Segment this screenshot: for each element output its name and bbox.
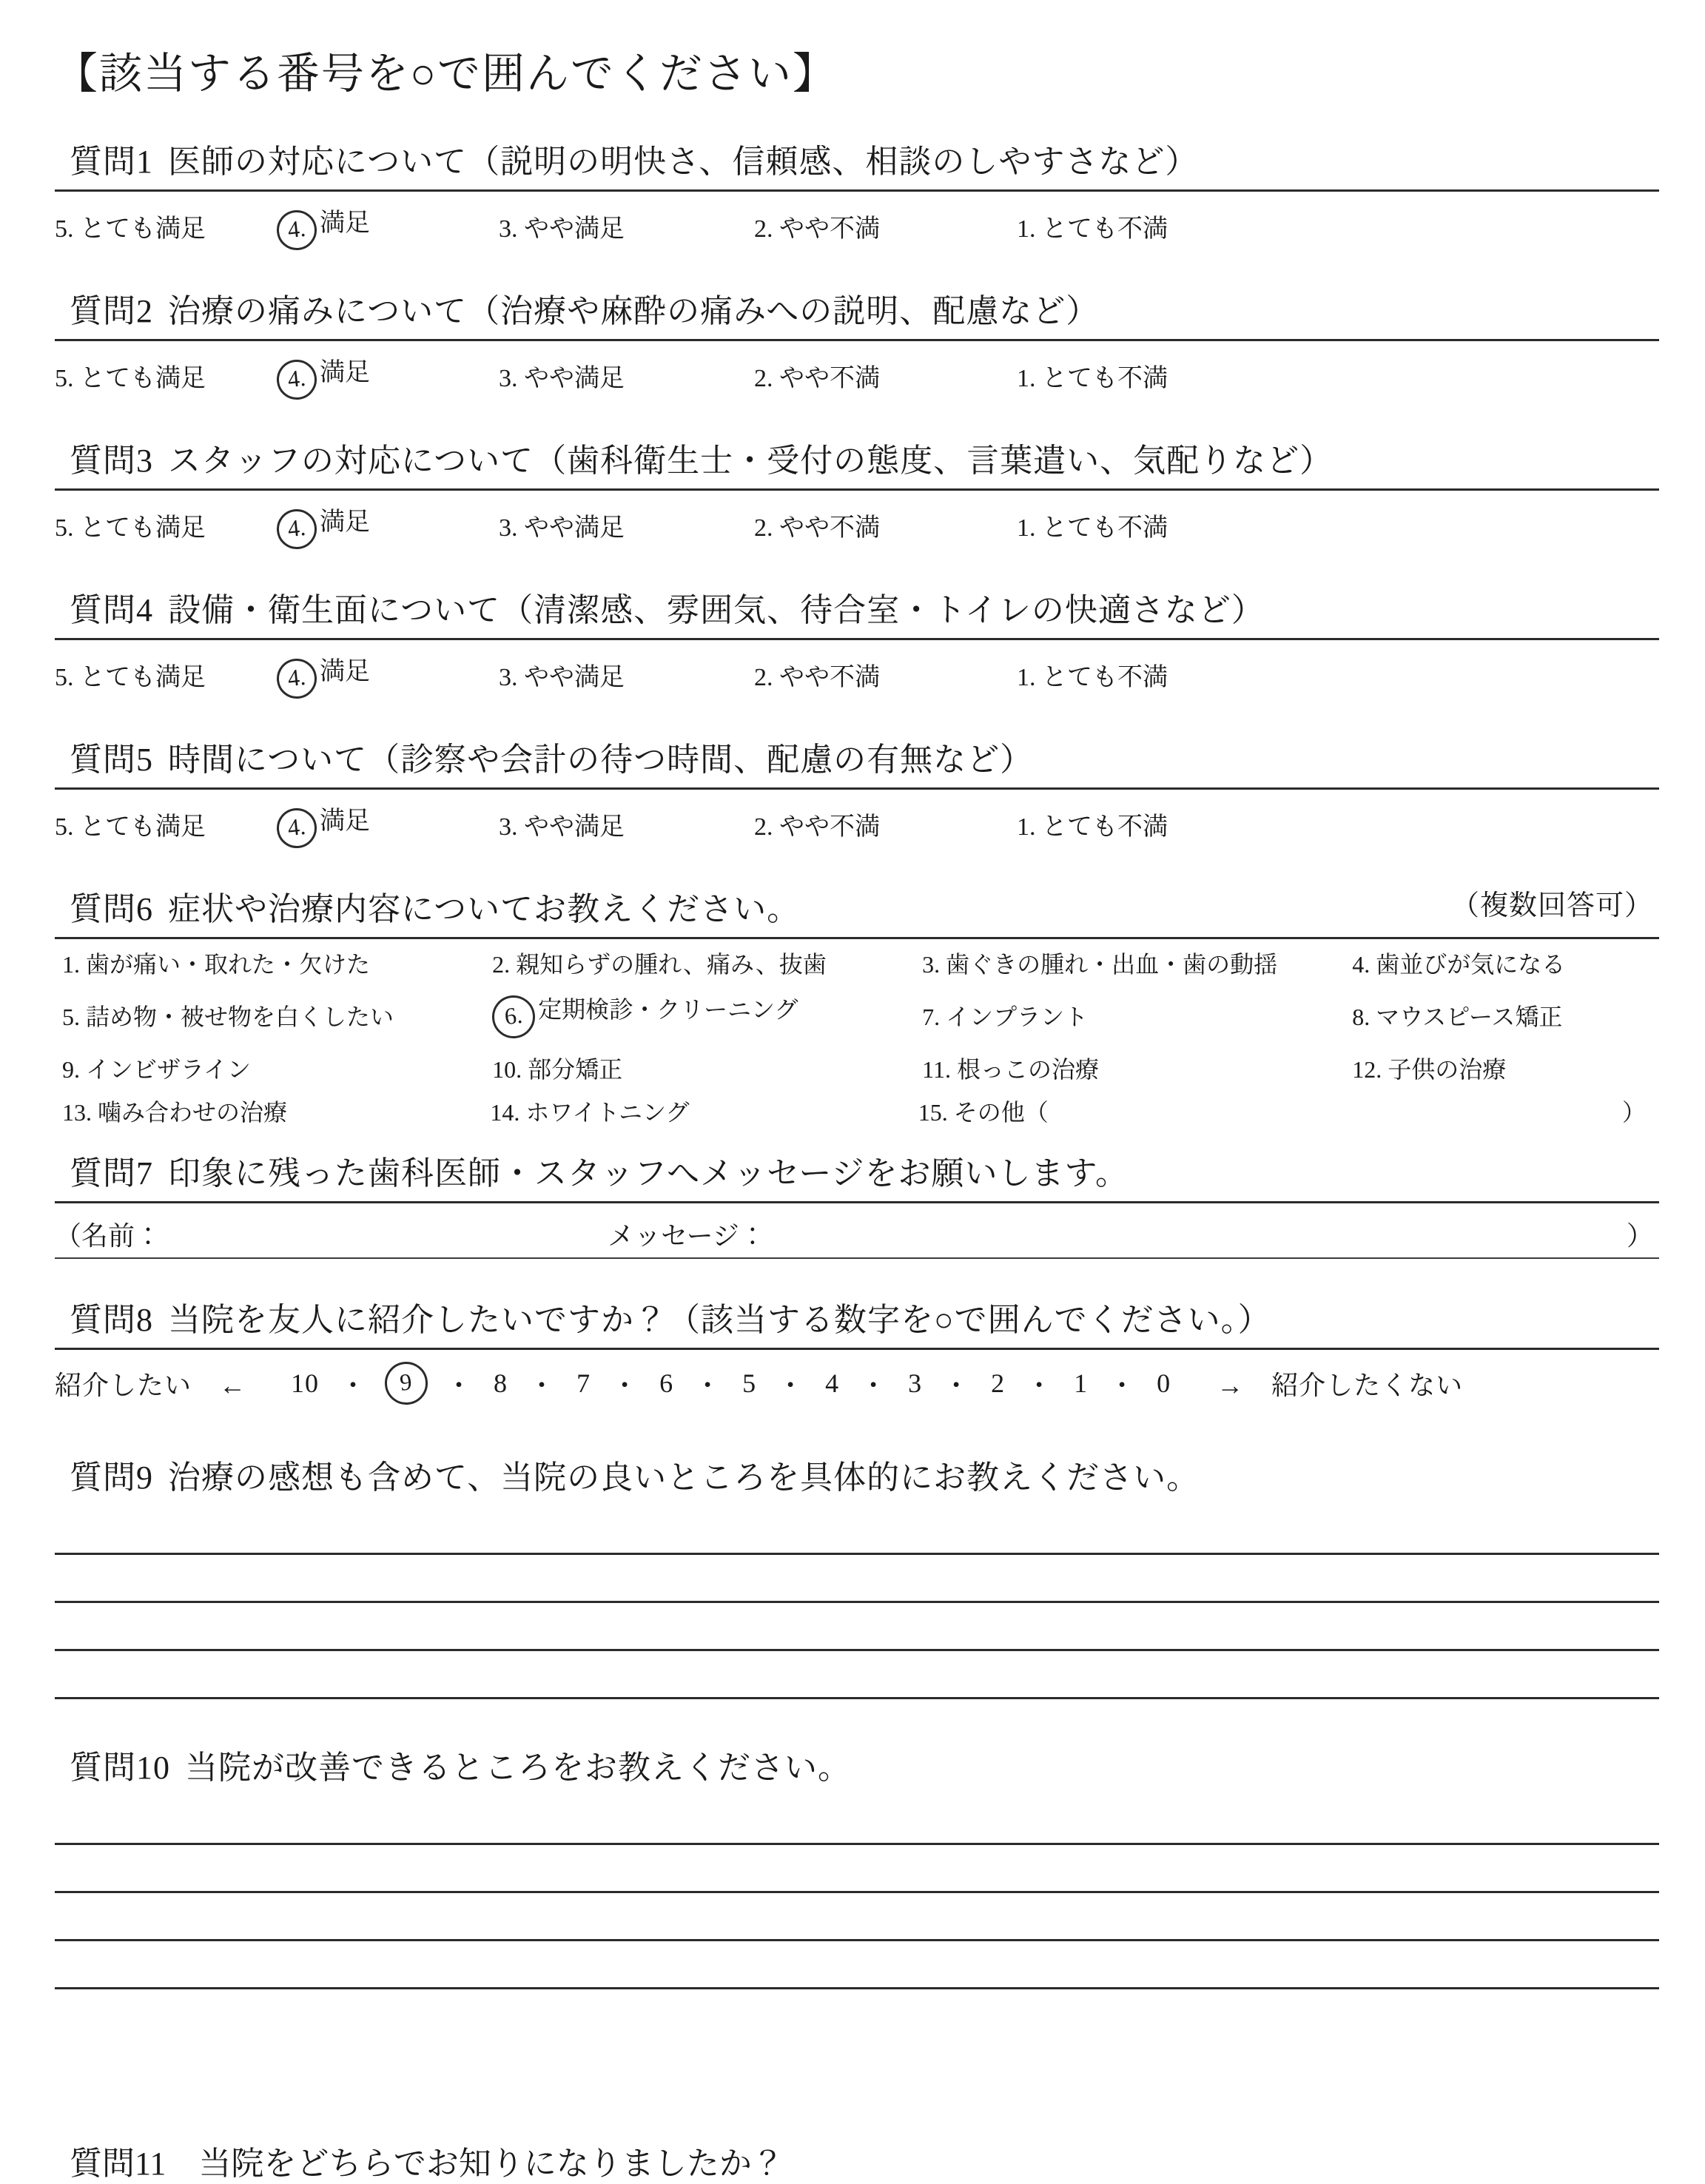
question-10-number: 質問10 xyxy=(70,1750,170,1786)
q6-option-13[interactable]: 13. 噛み合わせの治療 xyxy=(62,1099,288,1126)
q8-left-label: 紹介したい ← xyxy=(55,1370,247,1400)
q8-value-0[interactable]: 0 xyxy=(1157,1368,1171,1398)
q8-value-7[interactable]: 7 xyxy=(576,1368,591,1398)
question-6-note: （複数回答可） xyxy=(1450,890,1653,921)
question-7-number: 質問7 xyxy=(70,1155,153,1192)
question-9-answer-area[interactable] xyxy=(55,1523,1659,1699)
questions-container xyxy=(0,135,1705,1989)
q2-option-2[interactable]: 2. やや不満 xyxy=(754,365,880,392)
q8-sep-1: ・ xyxy=(340,1370,368,1400)
question-block-3 xyxy=(55,434,1653,549)
question-6-text: 症状や治療内容についてお教えください。 xyxy=(168,891,801,927)
question-1-text: 医師の対応について（説明の明快さ、信頼感、相談のしやすさなど） xyxy=(168,144,1199,180)
q3-option-4-label: 満足 xyxy=(320,508,370,536)
q6-row-3 xyxy=(62,1058,1653,1081)
question-8-nps-scale xyxy=(55,1362,1653,1405)
question-6-heading xyxy=(70,882,1653,930)
question-3-scale xyxy=(55,501,1653,549)
question-10-answer-area[interactable] xyxy=(55,1813,1659,1989)
q6-option-6-label: 定期検診・クリーニング xyxy=(538,996,798,1023)
q8-value-1[interactable]: 1 xyxy=(1074,1368,1089,1398)
question-2-text: 治療の痛みについて（治療や麻酔の痛みへの説明、配慮など） xyxy=(168,293,1100,329)
q8-sep-2: ・ xyxy=(445,1370,474,1400)
q6-option-10[interactable]: 10. 部分矯正 xyxy=(492,1056,623,1083)
q9-answer-line-4[interactable] xyxy=(55,1651,1659,1699)
q6-row-4 xyxy=(62,1101,1653,1124)
question-2-number: 質問2 xyxy=(70,293,153,329)
q4-option-3[interactable]: 3. やや満足 xyxy=(499,664,625,691)
q8-sep-4: ・ xyxy=(611,1370,639,1400)
q10-answer-line-1[interactable] xyxy=(55,1813,1659,1845)
question-7-answer-row[interactable] xyxy=(55,1215,1653,1253)
question-9-number: 質問9 xyxy=(70,1459,153,1496)
q5-option-3[interactable]: 3. やや満足 xyxy=(499,813,625,841)
question-4-underline xyxy=(55,638,1659,640)
question-1-heading xyxy=(70,135,1653,182)
question-block-2 xyxy=(55,284,1653,400)
q5-option-4-label: 満足 xyxy=(320,807,370,835)
question-4-number: 質問4 xyxy=(70,592,153,628)
q8-sep-6: ・ xyxy=(777,1370,805,1400)
question-6-options xyxy=(62,952,1653,1124)
q4-option-5[interactable]: 5. とても満足 xyxy=(55,664,206,691)
q3-selected-circle: 4. xyxy=(275,507,318,551)
question-8-number: 質問8 xyxy=(70,1302,153,1338)
q8-value-6[interactable]: 6 xyxy=(659,1368,674,1398)
question-5-text: 時間について（診察や会計の待つ時間、配慮の有無など） xyxy=(168,742,1034,778)
question-8-heading xyxy=(70,1293,1653,1340)
q4-selected-circle: 4. xyxy=(275,656,318,700)
q8-right-label: → 紹介したくない xyxy=(1217,1370,1464,1400)
question-block-5 xyxy=(55,733,1653,848)
q2-option-3[interactable]: 3. やや満足 xyxy=(499,365,625,392)
question-7-underline xyxy=(55,1201,1659,1203)
q5-option-4[interactable] xyxy=(277,800,499,848)
q3-option-5[interactable]: 5. とても満足 xyxy=(55,514,206,542)
q7-name-label: （名前： xyxy=(55,1221,162,1251)
q5-selected-circle: 4. xyxy=(275,806,318,850)
q6-option-14[interactable]: 14. ホワイトニング xyxy=(490,1099,690,1126)
q2-option-4[interactable] xyxy=(277,352,499,400)
question-block-7 xyxy=(55,1146,1653,1259)
question-block-8 xyxy=(55,1293,1653,1405)
q3-option-2[interactable]: 2. やや不満 xyxy=(754,514,880,542)
q6-option-15[interactable]: 15. その他（ xyxy=(918,1099,1049,1126)
q2-option-5[interactable]: 5. とても満足 xyxy=(55,365,206,392)
q6-option-3[interactable]: 3. 歯ぐきの腫れ・出血・歯の動揺 xyxy=(922,951,1278,978)
q6-row-2 xyxy=(62,995,1653,1038)
question-block-6 xyxy=(62,882,1653,1126)
question-2-underline xyxy=(55,339,1659,341)
q8-sep-3: ・ xyxy=(528,1370,556,1400)
question-3-heading xyxy=(70,434,1653,481)
q5-option-2[interactable]: 2. やや不満 xyxy=(754,813,880,841)
q6-option-11[interactable]: 11. 根っこの治療 xyxy=(922,1056,1099,1083)
q6-selected-circle: 6. xyxy=(490,993,537,1041)
q9-answer-line-2[interactable] xyxy=(55,1555,1659,1603)
q8-sep-7: ・ xyxy=(860,1370,888,1400)
q1-option-5[interactable]: 5. とても満足 xyxy=(55,215,206,243)
question-7-text: 印象に残った歯科医師・スタッフへメッセージをお願いします。 xyxy=(168,1155,1129,1192)
question-1-scale xyxy=(55,202,1653,250)
q3-option-1[interactable]: 1. とても不満 xyxy=(1017,514,1168,542)
q8-sep-8: ・ xyxy=(943,1370,971,1400)
question-5-heading xyxy=(70,733,1653,780)
q8-value-3[interactable]: 3 xyxy=(908,1368,923,1398)
q8-sep-10: ・ xyxy=(1109,1370,1137,1400)
q1-option-2[interactable]: 2. やや不満 xyxy=(754,215,880,243)
q6-option-5[interactable]: 5. 詰め物・被せ物を白くしたい xyxy=(62,1004,394,1030)
question-10-heading xyxy=(70,1741,1653,1788)
q1-option-4[interactable] xyxy=(277,202,499,250)
q8-value-4[interactable]: 4 xyxy=(825,1368,840,1398)
question-3-number: 質問3 xyxy=(70,443,153,479)
question-8-underline xyxy=(55,1348,1659,1350)
question-block-9 xyxy=(70,1451,1653,1699)
page-title: 【該当する番号を○で囲んでください】 xyxy=(55,50,838,98)
q1-option-1[interactable]: 1. とても不満 xyxy=(1017,215,1168,243)
question-2-scale xyxy=(55,352,1653,400)
q7-message-label: メッセージ： xyxy=(608,1221,766,1251)
q1-selected-circle: 4. xyxy=(275,208,318,252)
q8-value-5[interactable]: 5 xyxy=(742,1368,757,1398)
question-9-heading xyxy=(70,1451,1653,1498)
question-1-number: 質問1 xyxy=(70,144,153,180)
question-10-text: 当院が改善できるところをお教えください。 xyxy=(185,1750,851,1786)
question-4-heading xyxy=(70,583,1653,631)
q6-option-4[interactable]: 4. 歯並びが気になる xyxy=(1352,951,1566,978)
question-6-underline xyxy=(55,937,1659,939)
q6-option-9[interactable]: 9. インビザライン xyxy=(62,1056,252,1083)
q10-answer-line-3[interactable] xyxy=(55,1893,1659,1941)
question-5-scale xyxy=(55,800,1653,848)
q6-row-1 xyxy=(62,952,1653,976)
question-3-underline xyxy=(55,488,1659,491)
q1-option-3[interactable]: 3. やや満足 xyxy=(499,215,625,243)
q8-value-8[interactable]: 8 xyxy=(494,1368,508,1398)
q6-option-15-close: ） xyxy=(1621,1099,1646,1126)
q8-sep-5: ・ xyxy=(694,1370,722,1400)
question-7-heading xyxy=(70,1146,1653,1194)
q7-close-paren: ） xyxy=(1626,1221,1653,1251)
q6-option-7[interactable]: 7. インプラント xyxy=(922,1004,1089,1030)
question-4-text: 設備・衛生面について（清潔感、雰囲気、待合室・トイレの快適さなど） xyxy=(168,592,1265,628)
question-2-heading xyxy=(70,284,1653,332)
q4-option-1[interactable]: 1. とても不満 xyxy=(1017,664,1168,691)
question-9-text: 治療の感想も含めて、当院の良いところを具体的にお教えください。 xyxy=(168,1459,1200,1496)
question-1-underline xyxy=(55,189,1659,192)
q6-option-2[interactable]: 2. 親知らずの腫れ、痛み、抜歯 xyxy=(492,951,827,978)
q2-selected-circle: 4. xyxy=(275,357,318,401)
q4-option-4-label: 満足 xyxy=(320,658,370,685)
q9-answer-line-1[interactable] xyxy=(55,1523,1659,1555)
q2-option-1[interactable]: 1. とても不満 xyxy=(1017,365,1168,392)
q6-option-12[interactable]: 12. 子供の治療 xyxy=(1352,1056,1507,1083)
q5-option-5[interactable]: 5. とても満足 xyxy=(55,813,206,841)
q6-option-8[interactable]: 8. マウスピース矯正 xyxy=(1352,1004,1563,1030)
question-block-1 xyxy=(55,135,1653,250)
q1-option-4-label: 満足 xyxy=(320,209,370,237)
question-5-underline xyxy=(55,787,1659,790)
question-4-scale xyxy=(55,651,1653,699)
q8-value-10[interactable]: 10 xyxy=(291,1368,320,1398)
q8-selected-circle[interactable]: 9 xyxy=(383,1360,430,1407)
question-block-10 xyxy=(70,1741,1653,1989)
question-11-cutoff: 質問11 当院をどちらでお知りになりましたか？ xyxy=(70,2146,784,2182)
q3-option-4[interactable] xyxy=(277,501,499,549)
q8-value-2[interactable]: 2 xyxy=(991,1368,1006,1398)
q10-answer-line-2[interactable] xyxy=(55,1845,1659,1893)
question-5-number: 質問5 xyxy=(70,742,153,778)
q5-option-1[interactable]: 1. とても不満 xyxy=(1017,813,1168,841)
q3-option-3[interactable]: 3. やや満足 xyxy=(499,514,625,542)
q4-option-4[interactable] xyxy=(277,651,499,699)
q4-option-2[interactable]: 2. やや不満 xyxy=(754,664,880,691)
q9-answer-line-3[interactable] xyxy=(55,1603,1659,1651)
question-3-text: スタッフの対応について（歯科衛生士・受付の態度、言葉遣い、気配りなど） xyxy=(168,443,1334,479)
q8-sep-9: ・ xyxy=(1026,1370,1054,1400)
question-block-4 xyxy=(55,583,1653,699)
q6-option-6[interactable] xyxy=(492,995,922,1038)
q10-answer-line-4[interactable] xyxy=(55,1941,1659,1989)
question-8-text: 当院を友人に紹介したいですか？（該当する数字を○で囲んでください。） xyxy=(168,1302,1271,1338)
q6-option-1[interactable]: 1. 歯が痛い・取れた・欠けた xyxy=(62,951,371,978)
q2-option-4-label: 満足 xyxy=(320,359,370,386)
question-6-number: 質問6 xyxy=(70,891,153,927)
question-7-answer-underline xyxy=(55,1257,1659,1259)
